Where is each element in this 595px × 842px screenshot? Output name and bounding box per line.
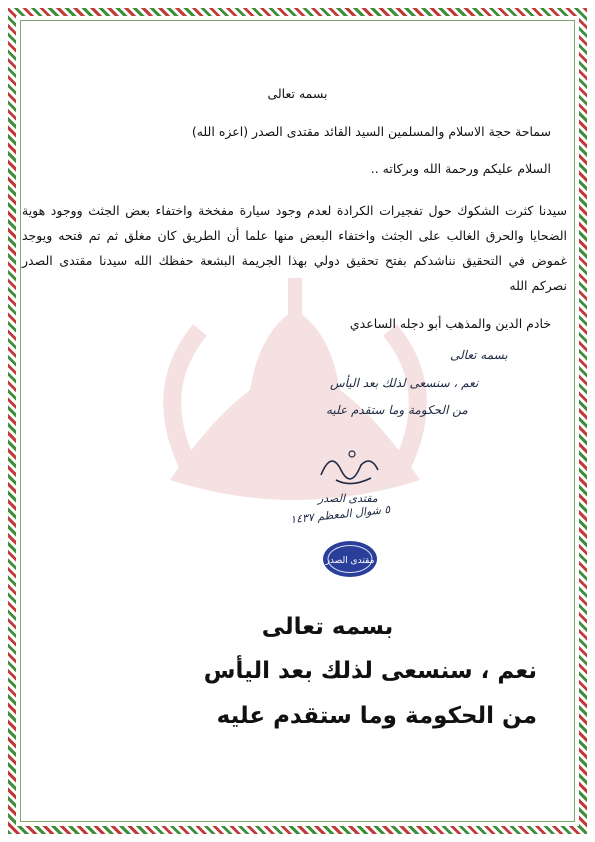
typed-reply-line-2: من الحكومة وما ستقدم عليه bbox=[216, 703, 537, 729]
greeting-line: السلام عليكم ورحمة الله وبركاته .. bbox=[370, 161, 551, 176]
handwritten-basmala: بسمه تعالى bbox=[450, 348, 508, 362]
handwritten-date: ٥ شوال المعظم ١٤٣٧ bbox=[289, 502, 391, 527]
handwritten-reply-line-1: نعم ، سنسعى لذلك بعد اليأس bbox=[330, 376, 479, 390]
basmala-heading: بسمه تعالى bbox=[267, 86, 328, 101]
signoff-line: خادم الدين والمذهب أبو دجله الساعدي bbox=[349, 316, 551, 331]
seal-text: مقتدى الصدر bbox=[325, 556, 375, 566]
typed-reply-line-1: نعم ، سنسعى لذلك بعد اليأس bbox=[203, 658, 537, 684]
signature-scribble bbox=[316, 440, 386, 490]
addressee-line: سماحة حجة الاسلام والمسلمين السيد القائد مقتدى الصدر (اعزه الله) bbox=[191, 124, 551, 139]
mosque-dome-watermark bbox=[130, 270, 460, 520]
signature-name: مقتدى الصدر bbox=[318, 492, 378, 505]
official-seal-stamp bbox=[322, 540, 378, 578]
typed-reply-basmala: بسمه تعالى bbox=[261, 614, 394, 640]
handwritten-reply-line-2: من الحكومة وما ستقدم عليه bbox=[326, 403, 468, 417]
letter-body: سيدنا كثرت الشكوك حول تفجيرات الكرادة لعدم وجود سيارة مفخخة واختفاء بعض الجثث ووجود هوية الضحايا والحرق الغالب على الجثث واختفاء البعض منها علما أن الطريق كان مغلق ثم تم فتحه ويوجد غموض في التحقيق نناشدكم بفتح تحقيق دولي بهذا الجريمة البشعة حفظك الله سيدنا مقتدى الصدر نصركم الله bbox=[22, 203, 567, 293]
